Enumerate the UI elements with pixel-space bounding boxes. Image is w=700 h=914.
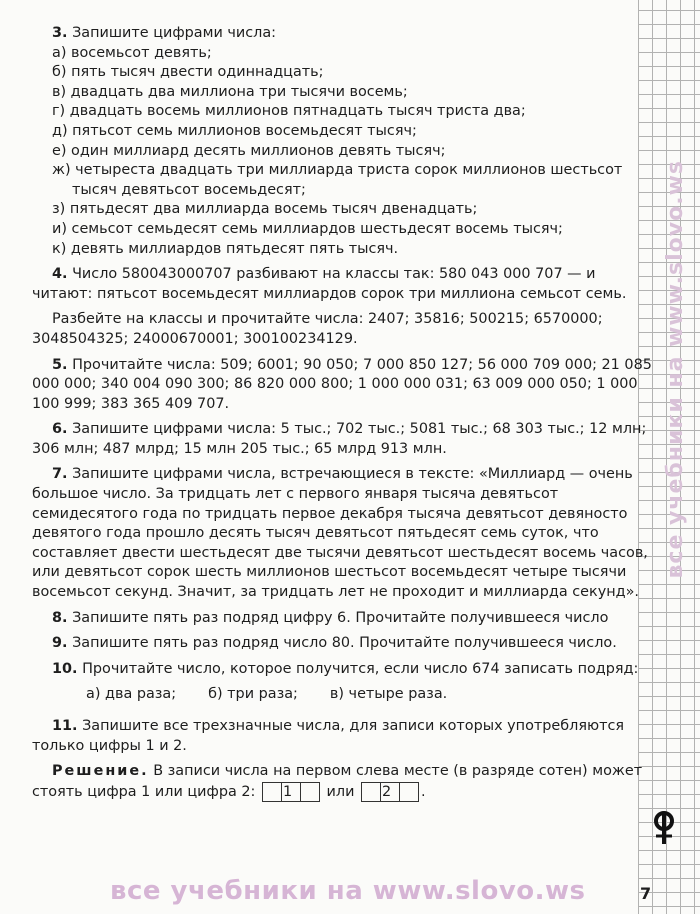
digit-box-2: 2 [361, 782, 419, 802]
task-3 [0, 24, 660, 44]
list-item: а) восемьсот девять; [52, 44, 212, 61]
task-10 [0, 660, 660, 705]
task-text-2: Разбейте на классы и прочитайте числа: 2407; 35816; 500215; 6570000; 3048504325; 24000670001; 300100234129. [32, 311, 603, 347]
task-number: 3. [52, 25, 68, 41]
solution-label: Решение. [52, 763, 149, 780]
task-number: 6. [52, 421, 68, 438]
list-item: г) двадцать восемь миллионов пятнадцать тысяч триста два; [52, 103, 526, 120]
task-6 [0, 420, 660, 459]
footer-watermark: все учебники на www.slovo.ws [110, 876, 586, 906]
task-number: 10. [52, 660, 78, 677]
list-item: ж) четыреста двадцать три миллиарда триста сорок миллионов шестьсот тысяч девятьсот восемьдесят; [52, 162, 623, 198]
task-text: Прочитайте числа: 509; 6001; 90 050; 7 000 850 127; 56 000 709 000; 21 085 000 000; 340 004 090 300; 86 820 000 800; 1 000 000 031; 63 009 000 050; 1 000 100 999; 383 365 409 707. [32, 356, 652, 412]
task-3-items [0, 44, 660, 260]
vertical-watermark: все учебники на www.slovo.ws [663, 160, 688, 579]
task-text: Запишите цифрами числа: 5 тыс.; 702 тыс.; 5081 тыс.; 68 303 тыс.; 12 млн; 306 млн; 487 млрд; 15 млн 205 тыс.; 65 млрд 913 млн. [32, 421, 647, 457]
task-number: 9. [52, 635, 68, 652]
task-9 [0, 634, 660, 654]
task-text: Запишите пять раз подряд цифру 6. Прочитайте получившееся число [72, 609, 609, 626]
task-text: Прочитайте число, которое получится, если число 674 записать подряд: [82, 660, 639, 677]
list-item: д) пятьсот семь миллионов восемьдесят тысяч; [52, 122, 417, 139]
page-number: 7 [640, 884, 652, 903]
list-item: е) один миллиард десять миллионов девять тысяч; [52, 142, 446, 159]
task-number: 5. [52, 356, 68, 373]
task-title: Запишите цифрами числа: [72, 25, 277, 41]
task-number: 11. [52, 718, 78, 734]
digit-box-1: 1 [262, 782, 320, 802]
task-10-options [32, 685, 660, 705]
list-item: в) двадцать два миллиона три тысячи восемь; [52, 83, 408, 100]
task-text: Число 580043000707 разбивают на классы так: 580 043 000 707 — и читают: пятьсот восемьдесят миллиардов сорок три миллиона семьсот семь. [32, 266, 627, 302]
option-item: б) три раза; [208, 686, 298, 703]
page-content [0, 24, 660, 802]
task-number: 7. [52, 466, 68, 483]
task-number: 8. [52, 609, 68, 626]
list-item: к) девять миллиардов пятьдесят пять тысяч. [52, 240, 399, 257]
task-7 [0, 465, 660, 602]
list-item: и) семьсот семьдесят семь миллиардов шестьдесят восемь тысяч; [52, 220, 563, 237]
option-item: а) два раза; [86, 686, 177, 703]
list-item: б) пять тысяч двести одиннадцать; [52, 64, 324, 81]
task-text: Запишите цифрами числа, встречающиеся в тексте: «Миллиард — очень большое число. За тридцать лет с первого января тысяча девятьсот семидесятого года по тридцать первое декабря тысяча девятьсот девяносто девятого года прошло десять тысяч девятьсот пятьдесят семь суток, что составляет двести шестьдесят две тысячи девятьсот шестьдесят восемь часов, или девятьсот сорок шесть миллионов шестьсот восемьдесят четыре тысячи восемьсот секунд. Значит, за тридцать лет не проходит и миллиарда секунд». [32, 466, 648, 601]
task-5 [0, 356, 660, 415]
rhyme-marker-icon [650, 810, 678, 846]
solution-text: В записи числа на первом слева месте (в разряде сотен) может стоять цифра 1 или цифра 2: [32, 763, 643, 800]
task-4 [0, 265, 660, 349]
task-8 [0, 609, 660, 629]
task-11: 11. Запишите все трехзначные числа, для записи которых употребляются только цифры 1 и 2. Решение. В записи числа на первом слева месте (в разряде сотен) может стоять цифра 1 или цифра 2: 1 или 2 . [32, 718, 643, 800]
list-item: з) пятьдесят два миллиарда восемь тысяч двенадцать; [52, 201, 478, 218]
task-text: Запишите все трехзначные числа, для записи которых употребляются только цифры 1 и 2. [32, 718, 625, 754]
option-item: в) четыре раза. [329, 686, 448, 703]
or-word: или [326, 783, 355, 800]
task-text: Запишите пять раз подряд число 80. Прочитайте получившееся число. [72, 635, 617, 652]
task-number: 4. [52, 266, 68, 283]
